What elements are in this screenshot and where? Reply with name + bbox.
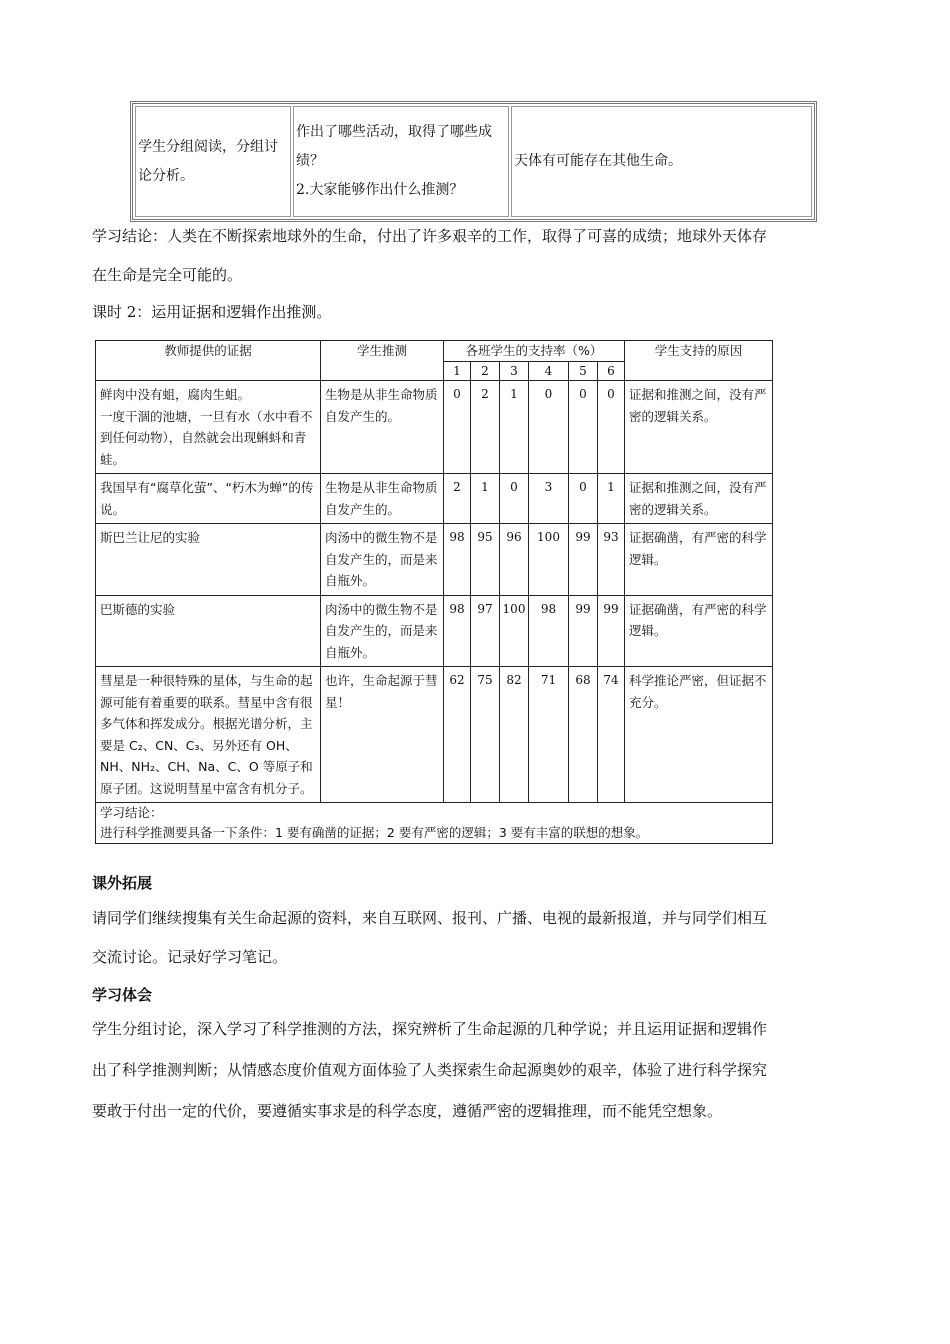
header-evidence: 教师提供的证据: [96, 341, 321, 381]
evidence-cell: 彗星是一种很特殊的星体，与生命的起源可能有着重要的联系。彗星中含有很多气体和挥发成分。根据光谱分析，主要是 C₂、CN、C₃、另外还有 OH、NH、NH₂、CH、Na、C、O 等原子和原子团。这说明彗星中富含有机分子。: [96, 667, 321, 803]
reason-cell: 科学推论严密，但证据不充分。: [625, 667, 773, 803]
rate-cell: 100: [500, 595, 529, 667]
rate-cell: 99: [569, 595, 598, 667]
class-number: 6: [598, 362, 625, 381]
conclusion-line-1: 学习结论：人类在不断探索地球外的生命，付出了许多艰辛的工作，取得了可喜的成绩；地球外天体存: [92, 227, 768, 245]
class-number: 1: [444, 362, 471, 381]
reason-cell: 证据确凿，有严密的科学逻辑。: [625, 524, 773, 596]
lesson2-title: 课时 2：运用证据和逻辑作出推测。: [92, 303, 332, 321]
table-row: [135, 106, 812, 217]
activity-cell-conclusion: 天体有可能存在其他生命。: [511, 106, 812, 217]
class-number: 3: [500, 362, 529, 381]
class-number: 4: [529, 362, 569, 381]
rate-cell: 71: [529, 667, 569, 803]
table-row: [96, 474, 773, 524]
rate-cell: 0: [569, 474, 598, 524]
rate-cell: 0: [500, 474, 529, 524]
rate-cell: 1: [500, 381, 529, 474]
header-reason: 学生支持的原因: [625, 341, 773, 381]
rate-cell: 1: [598, 474, 625, 524]
inference-cell: 肉汤中的微生物不是自发产生的，而是来自瓶外。: [321, 595, 444, 667]
extension-line-1: 请同学们继续搜集有关生命起源的资料，来自互联网、报刊、广播、电视的最新报道，并与同学们相互: [92, 909, 768, 927]
rate-cell: 62: [444, 667, 471, 803]
rate-cell: 96: [500, 524, 529, 596]
activity-cell-method: 学生分组阅读，分组讨论分析。: [135, 106, 291, 217]
rate-cell: 98: [444, 595, 471, 667]
rate-cell: 0: [598, 381, 625, 474]
rate-cell: 93: [598, 524, 625, 596]
extension-title: 课外拓展: [92, 874, 153, 892]
reflection-line-2: 出了科学推测判断；从情感态度价值观方面体验了人类探索生命起源奥妙的艰辛，体验了进行科学探究: [92, 1061, 768, 1079]
rate-cell: 99: [569, 524, 598, 596]
evidence-cell: 我国早有“腐草化萤”、“朽木为蝉”的传说。: [96, 474, 321, 524]
reflection-line-1: 学生分组讨论，深入学习了科学推测的方法，探究辨析了生命起源的几种学说；并且运用证据和逻辑作: [92, 1020, 768, 1038]
class-number: 2: [471, 362, 500, 381]
reflection-title: 学习体会: [92, 986, 153, 1004]
rate-cell: 2: [471, 381, 500, 474]
table-row: [96, 595, 773, 667]
inference-cell: 肉汤中的微生物不是自发产生的，而是来自瓶外。: [321, 524, 444, 596]
rate-cell: 98: [529, 595, 569, 667]
reason-cell: 证据确凿，有严密的科学逻辑。: [625, 595, 773, 667]
rate-cell: 68: [569, 667, 598, 803]
evidence-cell: 斯巴兰让尼的实验: [96, 524, 321, 596]
rate-cell: 0: [529, 381, 569, 474]
rate-cell: 2: [444, 474, 471, 524]
reason-cell: 证据和推测之间，没有严密的逻辑关系。: [625, 474, 773, 524]
reflection-line-3: 要敢于付出一定的代价，要遵循实事求是的科学态度，遵循严密的逻辑推理，而不能凭空想象。: [92, 1102, 723, 1120]
rate-cell: 3: [529, 474, 569, 524]
rate-cell: 0: [444, 381, 471, 474]
rate-cell: 1: [471, 474, 500, 524]
conclusion-line-2: 在生命是完全可能的。: [92, 266, 243, 284]
rate-cell: 98: [444, 524, 471, 596]
table-header-row: [96, 341, 773, 362]
rate-cell: 75: [471, 667, 500, 803]
rate-cell: 100: [529, 524, 569, 596]
header-inference: 学生推测: [321, 341, 444, 381]
table-conclusion-cell: [96, 803, 773, 844]
rate-cell: 95: [471, 524, 500, 596]
table-conclusion-row: [96, 803, 773, 844]
evidence-table: [95, 340, 773, 844]
table-row: [96, 381, 773, 474]
activity-table: [130, 101, 817, 222]
table-conclusion-label: 学习结论：: [100, 805, 163, 820]
table-conclusion-text: 进行科学推测要具备一下条件：1 要有确凿的证据；2 要有严密的逻辑；3 要有丰富的联想的想象。: [100, 825, 649, 840]
class-number: 5: [569, 362, 598, 381]
header-support-rate: 各班学生的支持率（%）: [444, 341, 625, 362]
inference-cell: 生物是从非生命物质自发产生的。: [321, 381, 444, 474]
inference-cell: 也许，生命起源于彗星！: [321, 667, 444, 803]
table-row: [96, 667, 773, 803]
rate-cell: 97: [471, 595, 500, 667]
reason-cell: 证据和推测之间，没有严密的逻辑关系。: [625, 381, 773, 474]
rate-cell: 0: [569, 381, 598, 474]
rate-cell: 99: [598, 595, 625, 667]
extension-line-2: 交流讨论。记录好学习笔记。: [92, 948, 288, 966]
rate-cell: 82: [500, 667, 529, 803]
inference-cell: 生物是从非生命物质自发产生的。: [321, 474, 444, 524]
evidence-cell: 鲜肉中没有蛆，腐肉生蛆。 一度干涸的池塘，一旦有水（水中看不到任何动物），自然就会出现蝌蚪和青蛙。: [96, 381, 321, 474]
activity-cell-questions: 作出了哪些活动，取得了哪些成绩？ 2.大家能够作出什么推测？: [293, 106, 509, 217]
table-row: [96, 524, 773, 596]
rate-cell: 74: [598, 667, 625, 803]
evidence-cell: 巴斯德的实验: [96, 595, 321, 667]
